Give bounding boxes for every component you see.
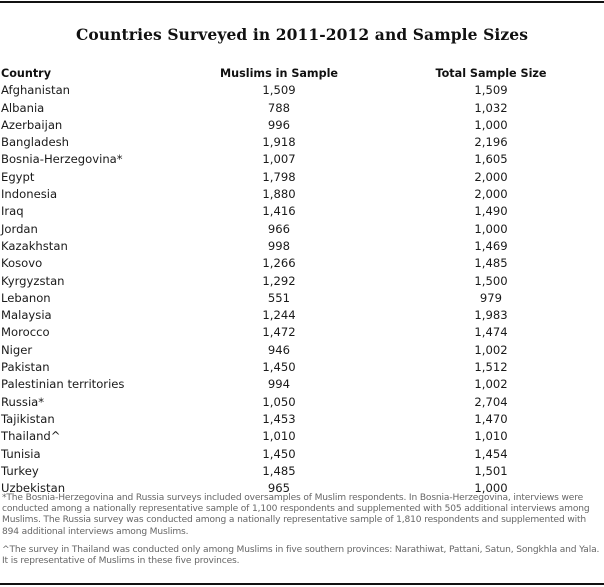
- cell-country: Morocco: [1, 325, 50, 340]
- cell-country: Kosovo: [1, 256, 43, 271]
- cell-country: Bosnia-Herzegovina*: [1, 152, 123, 167]
- cell-country: Egypt: [1, 169, 35, 184]
- cell-country: Malaysia: [1, 308, 52, 323]
- cell-muslims-in-sample: 1,509: [262, 83, 296, 98]
- table-row: [1, 394, 603, 411]
- page-title: Countries Surveyed in 2011-2012 and Sample Sizes: [75, 25, 529, 44]
- cell-total-sample-size: 1,454: [474, 446, 508, 461]
- cell-muslims-in-sample: 1,292: [262, 273, 296, 288]
- table-row: [1, 359, 603, 376]
- cell-total-sample-size: 1,000: [474, 221, 508, 236]
- table-row: [1, 411, 603, 428]
- cell-muslims-in-sample: 1,416: [262, 204, 296, 219]
- column-header-total-sample-size: Total Sample Size: [435, 67, 547, 80]
- cell-country: Pakistan: [1, 360, 50, 375]
- cell-total-sample-size: 1,512: [474, 360, 508, 375]
- cell-country: Niger: [1, 342, 33, 357]
- cell-muslims-in-sample: 994: [267, 377, 291, 392]
- cell-total-sample-size: 1,490: [474, 204, 508, 219]
- table-row: [1, 221, 603, 238]
- cell-muslims-in-sample: 1,266: [262, 256, 296, 271]
- cell-total-sample-size: 1,032: [474, 100, 508, 115]
- cell-country: Indonesia: [1, 187, 58, 202]
- cell-country: Tunisia: [1, 446, 41, 461]
- cell-muslims-in-sample: 965: [267, 481, 291, 496]
- cell-total-sample-size: 1,474: [474, 325, 508, 340]
- cell-muslims-in-sample: 1,450: [262, 360, 296, 375]
- cell-country: Turkey: [1, 463, 39, 478]
- cell-country: Russia*: [1, 394, 45, 409]
- cell-muslims-in-sample: 1,007: [262, 152, 296, 167]
- table-body: [1, 82, 603, 497]
- cell-country: Afghanistan: [1, 83, 71, 98]
- cell-country: Jordan: [1, 221, 38, 236]
- cell-country: Azerbaijan: [1, 117, 63, 132]
- table-row: [1, 446, 603, 463]
- footnote-asterisk: *The Bosnia-Herzegovina and Russia surveys included oversamples of Muslim respondents. In Bosnia-Herzegovina, interviews were conducted among a nationally representative sample of 1,100 respondents and supplemented with 505 additional interviews among Muslims. The Russia survey was conducted among a nationally representative sample of 1,810 respondents and supplemented with 894 additional interviews among Muslims.: [2, 493, 590, 537]
- table-row: [1, 273, 603, 290]
- cell-total-sample-size: 2,000: [474, 187, 508, 202]
- cell-muslims-in-sample: 996: [267, 117, 291, 132]
- cell-muslims-in-sample: 1,450: [262, 446, 296, 461]
- cell-muslims-in-sample: 551: [267, 290, 291, 305]
- cell-country: Iraq: [1, 204, 24, 219]
- cell-total-sample-size: 1,470: [474, 411, 508, 426]
- table-row: [1, 428, 603, 445]
- cell-muslims-in-sample: 788: [267, 100, 291, 115]
- table-row: [1, 255, 603, 272]
- cell-country: Kazakhstan: [1, 238, 68, 253]
- cell-total-sample-size: 2,196: [474, 135, 508, 150]
- cell-muslims-in-sample: 1,050: [262, 394, 296, 409]
- table-row: [1, 342, 603, 359]
- cell-muslims-in-sample: 946: [267, 342, 291, 357]
- cell-total-sample-size: 1,485: [474, 256, 508, 271]
- footnotes: [2, 493, 602, 574]
- cell-muslims-in-sample: 1,472: [262, 325, 296, 340]
- table-row: [1, 82, 603, 99]
- cell-total-sample-size: 979: [479, 290, 503, 305]
- cell-total-sample-size: 1,000: [474, 481, 508, 496]
- cell-country: Bangladesh: [1, 135, 69, 150]
- cell-muslims-in-sample: 1,798: [262, 169, 296, 184]
- column-header-country: Country: [1, 67, 51, 80]
- table-row: [1, 169, 603, 186]
- cell-total-sample-size: 1,000: [474, 117, 508, 132]
- cell-total-sample-size: 2,704: [474, 394, 508, 409]
- table-row: [1, 117, 603, 134]
- table-row: [1, 134, 603, 151]
- cell-total-sample-size: 1,500: [474, 273, 508, 288]
- cell-muslims-in-sample: 1,918: [262, 135, 296, 150]
- cell-muslims-in-sample: 1,453: [262, 411, 296, 426]
- cell-muslims-in-sample: 1,010: [262, 429, 296, 444]
- cell-country: Albania: [1, 100, 45, 115]
- cell-country: Palestinian territories: [1, 377, 125, 392]
- sample-size-table: [1, 65, 603, 497]
- cell-country: Lebanon: [1, 290, 51, 305]
- cell-total-sample-size: 1,002: [474, 377, 508, 392]
- table-row: [1, 151, 603, 168]
- table-row: [1, 324, 603, 341]
- table-row: [1, 376, 603, 393]
- cell-muslims-in-sample: 1,244: [262, 308, 296, 323]
- cell-total-sample-size: 1,509: [474, 83, 508, 98]
- cell-country: Tajikistan: [1, 411, 55, 426]
- cell-muslims-in-sample: 1,880: [262, 187, 296, 202]
- table-row: [1, 307, 603, 324]
- cell-muslims-in-sample: 1,485: [262, 463, 296, 478]
- column-header-muslims-in-sample: Muslims in Sample: [219, 67, 339, 80]
- cell-country: Uzbekistan: [1, 481, 66, 496]
- table-row: [1, 186, 603, 203]
- table-row: [1, 238, 603, 255]
- cell-muslims-in-sample: 966: [267, 221, 291, 236]
- cell-muslims-in-sample: 998: [267, 238, 291, 253]
- table-header-row: [1, 65, 603, 82]
- cell-total-sample-size: 1,983: [474, 308, 508, 323]
- table-row: [1, 203, 603, 220]
- table-row: [1, 100, 603, 117]
- cell-total-sample-size: 1,002: [474, 342, 508, 357]
- cell-country: Kyrgyzstan: [1, 273, 65, 288]
- table-row: [1, 290, 603, 307]
- cell-total-sample-size: 2,000: [474, 169, 508, 184]
- footnote-caret: ^The survey in Thailand was conducted only among Muslims in five southern provinces: Narathiwat, Pattani, Satun, Songkhla and Yala. It is representative of Muslims in these five provinces.: [2, 544, 600, 567]
- cell-total-sample-size: 1,010: [474, 429, 508, 444]
- cell-total-sample-size: 1,501: [474, 463, 508, 478]
- cell-country: Thailand^: [1, 429, 61, 444]
- cell-total-sample-size: 1,605: [474, 152, 508, 167]
- cell-total-sample-size: 1,469: [474, 238, 508, 253]
- table-row: [1, 463, 603, 480]
